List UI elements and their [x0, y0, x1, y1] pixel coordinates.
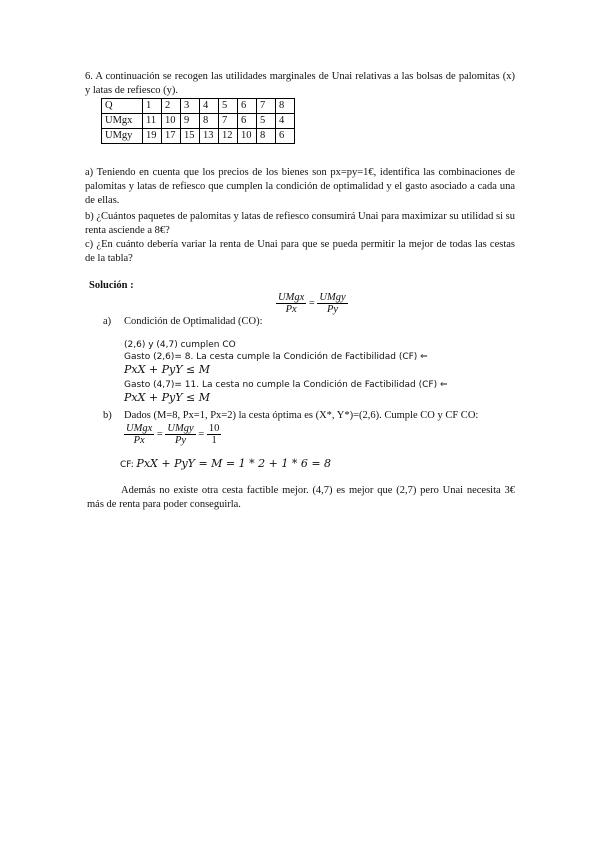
fraction-result [207, 423, 222, 446]
table-cell: 19 [143, 129, 162, 144]
fraction-denominator: Py [327, 304, 339, 315]
fraction-denominator: 1 [211, 435, 217, 446]
fraction-y [317, 292, 347, 315]
table-cell: 7 [257, 99, 276, 114]
fraction-denominator: Px [133, 435, 145, 446]
solution-b-label: b) [103, 410, 112, 421]
table-row [102, 129, 295, 144]
table-cell: 10 [162, 114, 181, 129]
table-cell: 1 [143, 99, 162, 114]
solution-a-text: Condición de Optimalidad (CO): [124, 316, 263, 327]
cumplen-co: (2,6) y (4,7) cumplen CO [124, 340, 236, 350]
table-cell: 6 [238, 114, 257, 129]
question-c [85, 238, 515, 266]
cf-equation: PxX + PyY = M = 1 * 2 + 1 * 6 = 8 [136, 457, 332, 470]
fraction-numerator: 10 [208, 423, 220, 434]
table-cell: 4 [276, 114, 295, 129]
table-cell: 5 [219, 99, 238, 114]
fraction-y [165, 423, 195, 446]
table-row [102, 99, 295, 114]
fraction-denominator: Px [285, 304, 297, 315]
table-cell: 9 [181, 114, 200, 129]
question-label: c) [85, 239, 94, 250]
conclusion: Además no existe otra cesta factible mejor. (4,7) es mejor que (2,7) pero Unai necesita 3€ más de renta para poder conseguirla. [87, 485, 515, 510]
cf-line [120, 457, 331, 470]
inequality-1: PxX + PyY ≤ M [124, 363, 210, 376]
table-cell: 11 [143, 114, 162, 129]
fraction-numerator: UMgy [319, 292, 346, 303]
table-row [102, 114, 295, 129]
fraction-numerator: UMgy [167, 423, 194, 434]
fraction-denominator: Py [175, 435, 187, 446]
table-cell: 5 [257, 114, 276, 129]
table-cell: 8 [257, 129, 276, 144]
problem-intro: 6. A continuación se recogen las utilidades marginales de Unai relativas a las bolsas de palomitas (x) y latas de refiesco (y). [85, 71, 515, 96]
inequality-2: PxX + PyY ≤ M [124, 391, 210, 404]
question-b [85, 210, 515, 238]
question-text: ¿En cuánto debería variar la renta de Unai para que se pueda permitir la mejor de todas las cestas de la tabla? [85, 239, 516, 264]
solution-b-text: Dados (M=8, Px=1, Px=2) la cesta óptima es (X*, Y*)=(2,6). Cumple CO y CF CO: [124, 410, 479, 421]
utility-table [101, 98, 295, 144]
table-cell: 6 [276, 129, 295, 144]
solution-a-label: a) [103, 316, 112, 327]
question-text: ¿Cuántos paquetes de palomitas y latas de refiesco consumirá Unai para maximizar su utilidad si su renta asciende a 8€? [85, 211, 516, 236]
question-label: b) [85, 211, 94, 222]
table-cell: 8 [200, 114, 219, 129]
table-cell: 3 [181, 99, 200, 114]
fraction-x [276, 292, 306, 315]
fraction-numerator: UMgx [278, 292, 305, 303]
table-cell: 10 [238, 129, 257, 144]
table-cell: 12 [219, 129, 238, 144]
table-cell: 17 [162, 129, 181, 144]
co-formula: $\frac{\text{UMgx}}{Px}$ = $\frac{\text{UMgy}}{Py}$ [278, 292, 346, 315]
solution-title: Solución : [89, 280, 134, 291]
gasto-26: Gasto (2,6)= 8. La cesta cumple la Condición de Factibilidad (CF) ⇐ [124, 352, 428, 362]
table-cell: 4 [200, 99, 219, 114]
cf-label: CF: [120, 460, 134, 470]
b-formula: $\frac{\text{UMgx}}{Px}$ = $\frac{\text{UMgy}}{Py}$ = $\frac{10}{1}$ [126, 423, 220, 446]
question-text: Teniendo en cuenta que los precios de los bienes son px=py=1€, identifica las combinaciones de palomitas y latas de refiesco que cumplen la condición de optimalidad y el gasto asociado a cada una de ellas. [85, 167, 515, 206]
question-label: a) [85, 167, 94, 178]
fraction-x [124, 423, 154, 446]
row-label: Q [102, 99, 143, 114]
question-a [85, 166, 515, 208]
table-cell: 2 [162, 99, 181, 114]
row-label: UMgy [102, 129, 143, 144]
table-cell: 13 [200, 129, 219, 144]
row-label: UMgx [102, 114, 143, 129]
table-cell: 7 [219, 114, 238, 129]
gasto-47: Gasto (4,7)= 11. La cesta no cumple la Condición de Factibilidad (CF) ⇐ [124, 380, 448, 390]
table-cell: 8 [276, 99, 295, 114]
table-cell: 15 [181, 129, 200, 144]
fraction-numerator: UMgx [126, 423, 153, 434]
table-cell: 6 [238, 99, 257, 114]
